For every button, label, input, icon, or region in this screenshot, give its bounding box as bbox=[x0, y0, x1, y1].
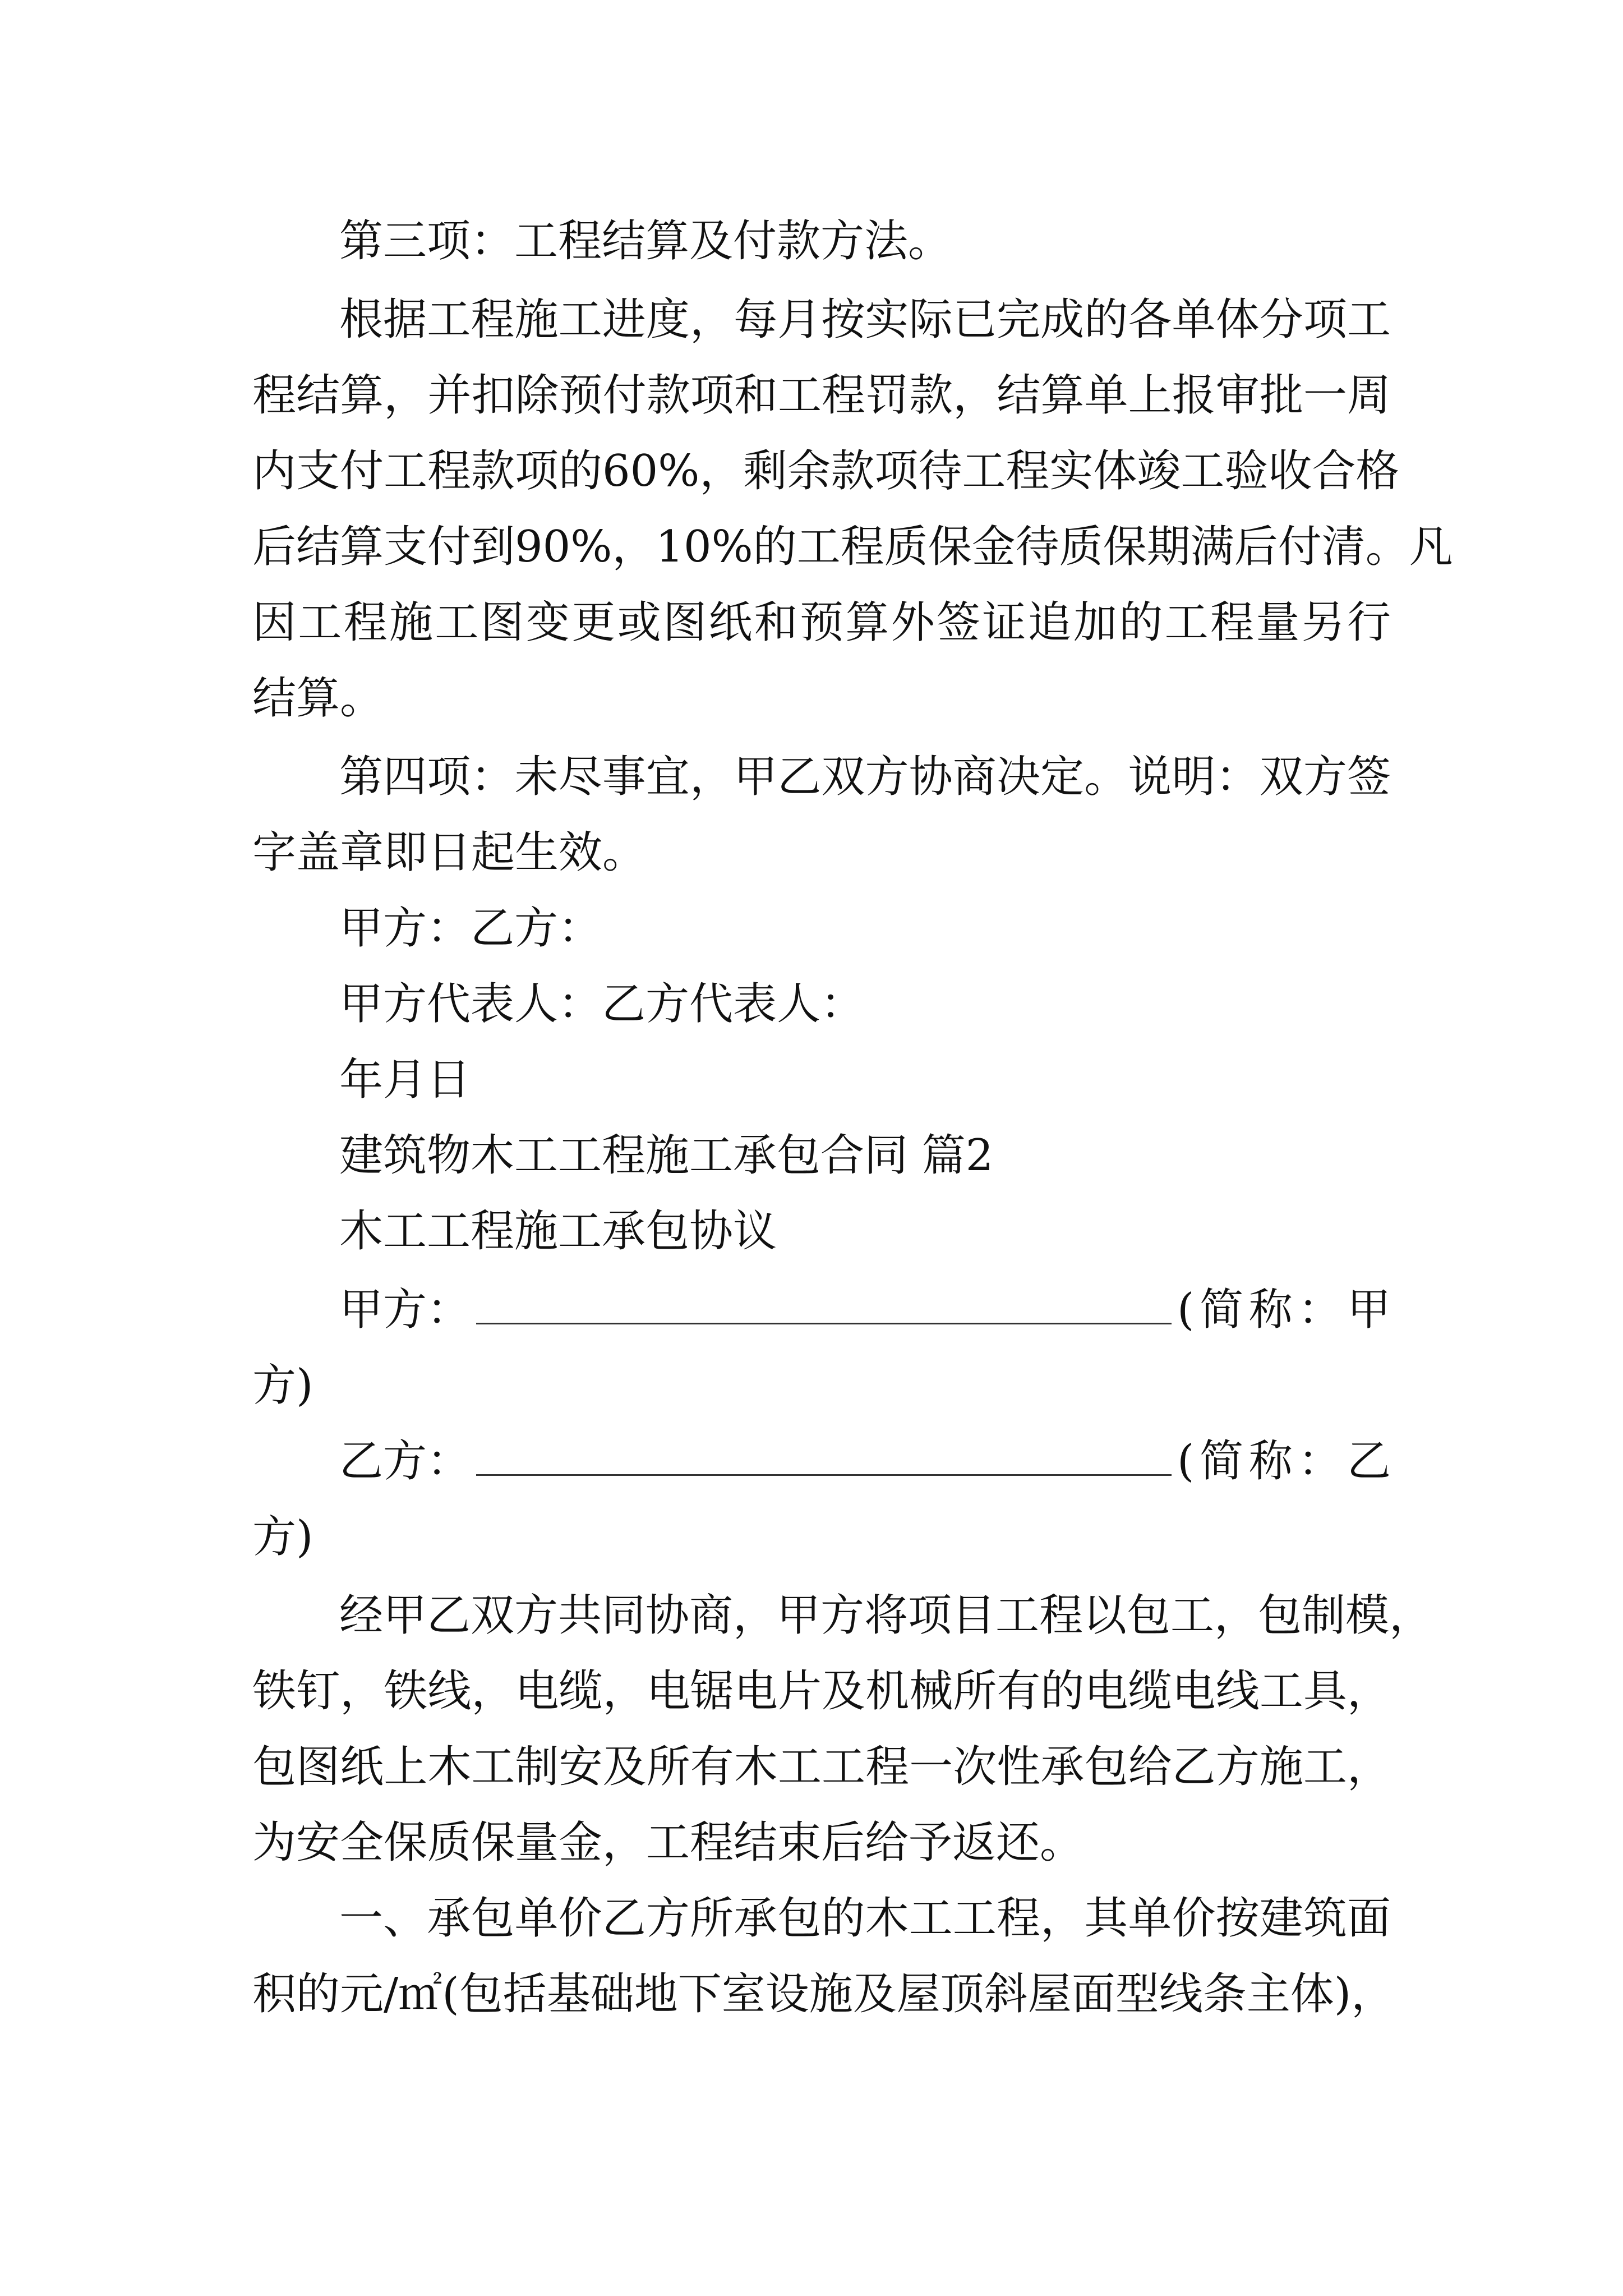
paragraph-line: 后结算支付到90%，10%的工程质保金待质保期满后付清。凡 bbox=[252, 522, 1453, 572]
party-b-row bbox=[339, 1433, 1391, 1489]
party-a-row bbox=[339, 1282, 1391, 1338]
party-b-continuation: 方) bbox=[252, 1512, 313, 1562]
paragraph-line: 根据工程施工进度，每月按实际已完成的各单体分项工 bbox=[339, 295, 1391, 345]
party-a-abbrev: (简称：甲 bbox=[1177, 1285, 1391, 1335]
party-a-label: 甲方： bbox=[339, 1285, 471, 1335]
contract-title: 建筑物木工工程施工承包合同 篇2 bbox=[339, 1130, 994, 1181]
paragraph-line: 因工程施工图变更或图纸和预算外签证追加的工程量另行 bbox=[252, 597, 1391, 648]
section-four-line: 第四项：未尽事宜，甲乙双方协商决定。说明：双方签 bbox=[339, 752, 1391, 802]
agreement-title: 木工工程施工承包协议 bbox=[339, 1206, 777, 1257]
paragraph-line: 程结算，并扣除预付款项和工程罚款，结算单上报审批一周 bbox=[252, 370, 1391, 421]
section-four-line: 字盖章即日起生效。 bbox=[252, 827, 647, 878]
party-b-blank-field[interactable] bbox=[476, 1435, 1172, 1476]
party-b-label: 乙方： bbox=[339, 1436, 471, 1487]
clause-one-line: 积的元/㎡(包括基础地下室设施及屋顶斜屋面型线条主体)， bbox=[252, 1969, 1395, 2019]
paragraph-line: 为安全保质保量金，工程结束后给予返还。 bbox=[252, 1818, 1084, 1868]
date-line: 年月日 bbox=[339, 1055, 471, 1105]
paragraph-line: 经甲乙双方共同协商，甲方将项目工程以包工，包制模， bbox=[339, 1590, 1433, 1641]
paragraph-line: 包图纸上木工制安及所有木工工程一次性承包给乙方施工， bbox=[252, 1742, 1391, 1792]
parties-line: 甲方：乙方： bbox=[339, 903, 602, 954]
paragraph-line: 内支付工程款项的60%，剩余款项待工程实体竣工验收合格 bbox=[252, 446, 1400, 496]
section-three-heading: 第三项：工程结算及付款方法。 bbox=[339, 216, 952, 266]
party-a-blank-field[interactable] bbox=[476, 1283, 1172, 1324]
party-b-abbrev: (简称：乙 bbox=[1177, 1436, 1391, 1487]
party-a-continuation: 方) bbox=[252, 1360, 313, 1411]
clause-one-line: 一、承包单价乙方所承包的木工工程，其单价按建筑面 bbox=[339, 1893, 1391, 1944]
representatives-line: 甲方代表人：乙方代表人： bbox=[339, 979, 865, 1029]
paragraph-line: 结算。 bbox=[252, 673, 384, 724]
paragraph-line: 铁钉，铁线，电缆，电锯电片及机械所有的电缆电线工具， bbox=[252, 1666, 1391, 1717]
